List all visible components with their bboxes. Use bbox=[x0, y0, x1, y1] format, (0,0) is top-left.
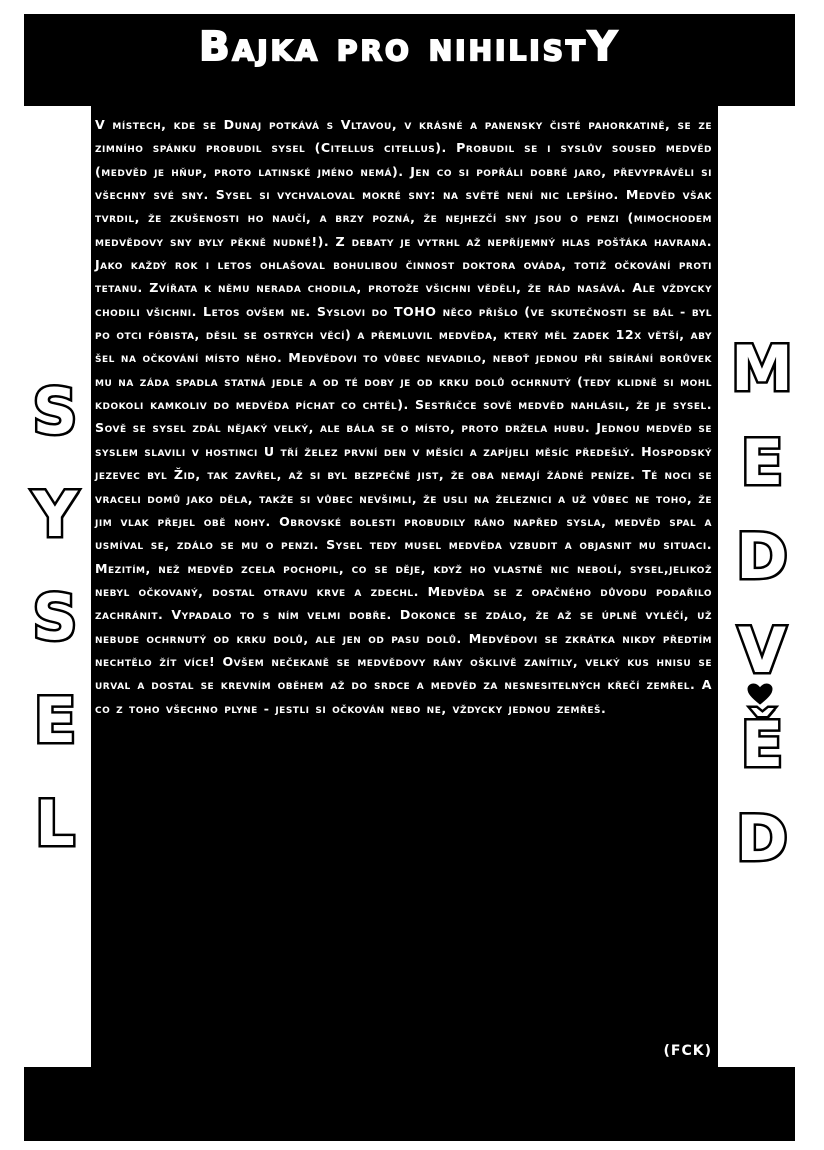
letter: Y bbox=[32, 477, 78, 551]
letter: S bbox=[32, 374, 78, 448]
vertical-word-sysel bbox=[20, 360, 90, 875]
letter: Ě bbox=[740, 708, 784, 781]
letter: E bbox=[33, 683, 77, 757]
letter: E bbox=[740, 426, 784, 499]
letter: D bbox=[736, 520, 788, 593]
vertical-word-medved bbox=[722, 322, 802, 886]
story-text: V místech, kde se Dunaj potkává s Vltavou, v krásné a panensky čisté pahorkatině, se ze zimního spánku probudil sysel (Citellus citellus). Probudil se i syslův soused medvěd (medvěd je hňup, proto latinské jméno nemá). Jen co si popřáli dobré jaro, převyprávěli si všechny své sny. Sysel si vychvaloval mokré sny: na světě není nic lepšího. Medvěd však tvrdil, že zkušenosti ho naučí, a brzy pozná, že nejhezčí sny jsou o penzi (mimochodem medvědovy sny byly pěkně nudné!). Z debaty je vytrhl až nepříjemný hlas pošťáka havrana. Jako každý rok i letos ohlašoval bohulibou činnost doktora ováda, totiž očkování proti tetanu. Zvířata k němu nerada chodila, protože všichni věděli, že rád nasává. Ale vždycky chodili všichni. Letos ovšem ne. Syslovi do TOHO něco přišlo (ve skutečnosti se bál - byl po otci fóbista, děsil se ostrých věcí) a přemluvil medvěda, který měl zadek 12x větší, aby šel na očkování místo něho. Medvědovi to vůbec nevadilo, neboť jednou při sbírání borůvek mu na záda spadla statná jedle a od té doby je od krku dolů ochrnutý (tedy klidně si mohl kdokoli kamkoliv do medvěda píchat co chtěl). Sestřičce sově medvěd nahlásil, že je sysel. Sově se sysel zdál nějaký velký, ale bála se o místo, proto držela hubu. Jednou medvěd se syslem slavili v hostinci U tří želez první den v měsíci a zapíjeli měsíc předešlý. Hospodský jezevec byl Žid, tak zavřel, až si byl bezpečně jist, že oba nemají žádné peníze. Té noci se vraceli domů jako děla, takže si vůbec nevšimli, že usli na železnici a už vůbec ne toho, že jim vlak přejel obě nohy. Obrovské bolesti probudily ráno napřed sysla, medvěd spal a usmíval se, zdálo se mu o penzi. Sysel tedy musel medvěda vzbudit a objasnit mu situaci. Mezitím, než medvěd zcela pochopil, co se děje, když ho vlastně nic nebolí, sysel,jelikož nebyl očkovaný, dostal otravu krve a zdechl. Medvěda se z opačného důvodu podařilo zachránit. Vypadalo to s ním velmi dobře. Dokonce se zdálo, že až se úplně vyléčí, už nebude ochrnutý od krku dolů, ale jen od pasu dolů. Medvědovi se zkrátka nikdy předtím nechtělo žít více! Ovšem nečekaně se medvědovy rány ošklivě zanítily, velký kus hnisu se urval a dostal se krevním oběhem až do srdce a medvěd za nesnesitelných křečí zemřel. A co z toho všechno plyne - jestli si očkován nebo ne, vždycky jednou zemřeš. bbox=[95, 117, 712, 716]
page-title bbox=[24, 22, 795, 72]
author-signature: (FCK) bbox=[663, 1043, 712, 1059]
letter: M bbox=[731, 332, 793, 405]
letter: S bbox=[32, 580, 78, 654]
heart-icon bbox=[747, 683, 773, 705]
title-text: Bajka pro nihilistY bbox=[195, 22, 624, 72]
bottom-band bbox=[24, 1067, 795, 1141]
letter: V bbox=[738, 614, 786, 687]
letter: L bbox=[35, 786, 75, 860]
letter: D bbox=[736, 802, 788, 875]
